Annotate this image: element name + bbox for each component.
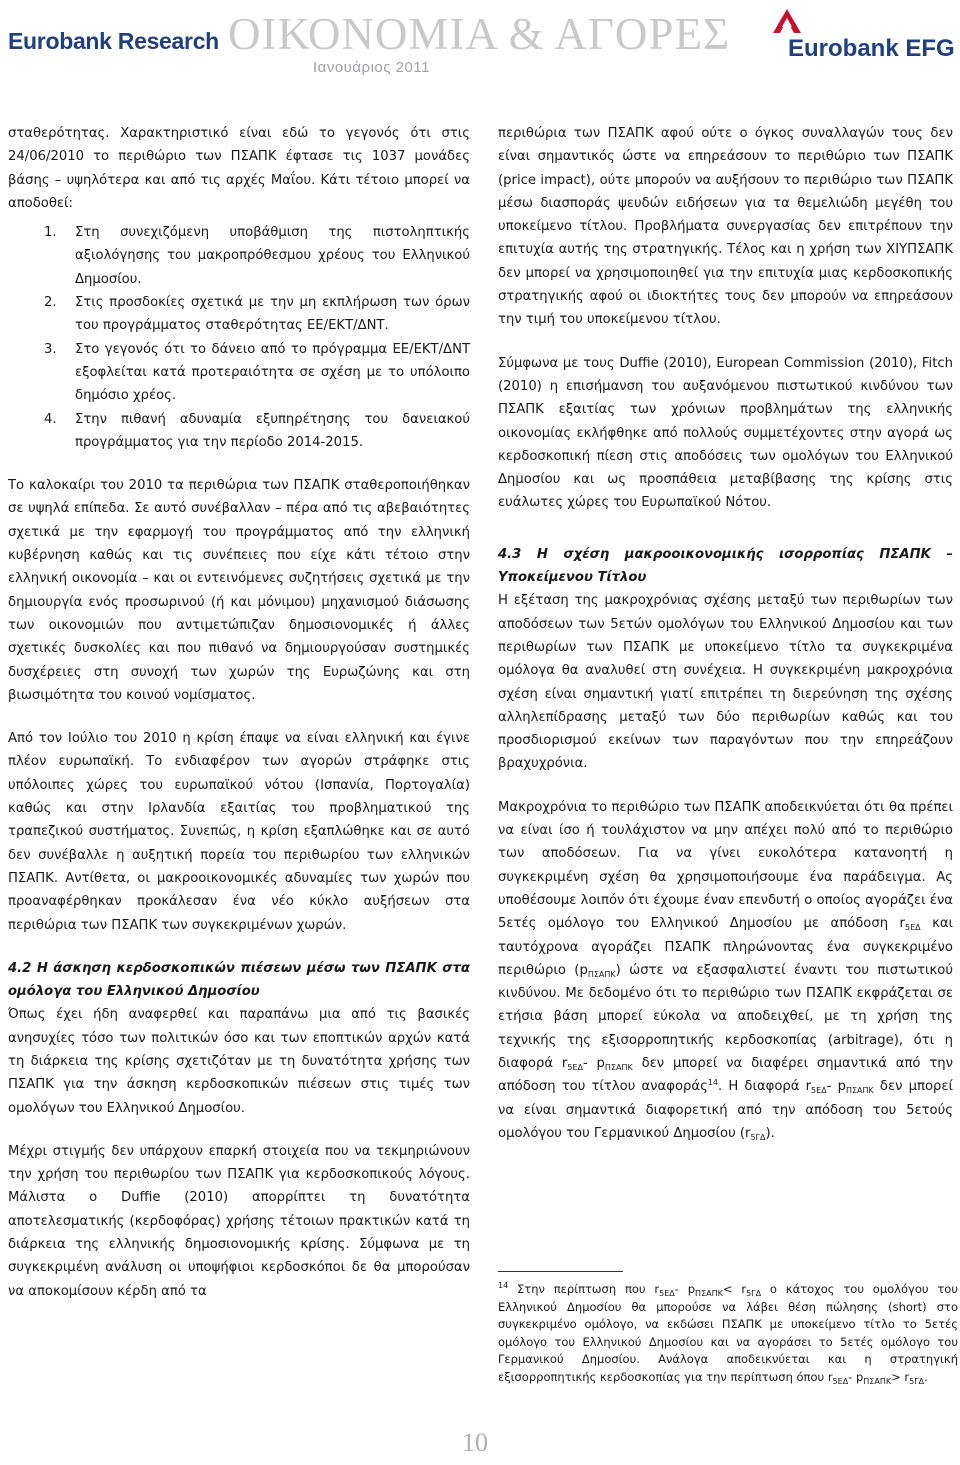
paragraph: σταθερότητας. Χαρακτηριστικό είναι εδώ το γεγονός ότι στις 24/06/2010 το περιθώριο των ΠΣΑΠΚ έφτασε τις 1037 μονάδες βάσης – υψηλότερα και από τις αρχές Μαΐου. Κάτι τέτοιο μπορεί να αποδοθεί: xyxy=(8,126,470,211)
page-header xyxy=(0,0,960,80)
paragraph: περιθώρια των ΠΣΑΠΚ αφού ούτε ο όγκος συναλλαγών τους δεν είναι σημαντικός ώστε να επηρεάσουν το περιθώριο των ΠΣΑΠΚ (price impact), ούτε μπορούν να αυξήσουν το περιθώριο των ΠΣΑΠΚ μέσω διασποράς ψευδών ειδήσεων για τα θεμελιώδη μεγέθη του υποκείμενο τίτλου. Προβλήματα συνεργασίας δεν επιτρέπουν την επιτυχία αυτής της στρατηγικής. Τέλος και η χρήση των ΧΙΥΠΣΑΠΚ δεν μπορεί να χρησιμοποιηθεί για την επιτυχία μιας κερδοσκοπικής στρατηγικής αφού οι ιδιοκτήτες τους δεν μπορούν να επηρεάσουν την τιμή του υποκείμενου τίτλου. xyxy=(498,126,953,328)
paragraph: Η εξέταση της μακροχρόνιας σχέσης μεταξύ των περιθωρίων των αποδόσεων των 5ετών ομολόγων του Ελληνικού Δημοσίου και των περιθωρίων των ΠΣΑΠΚ με υποκείμενο τίτλο τα συγκεκριμένα ομόλογα θα αναλυθεί στη συνέχεια. Η συγκεκριμένη μακροχρόνια σχέση είναι σημαντική γιατί επιτρέπει τη διερεύνηση της σχέσης αλληλεπίδρασης μεταξύ των δύο περιθωρίων καθώς και του προσδιορισμού εκείνων των παραγόντων που την επηρεάζουν βραχυχρόνια. xyxy=(498,593,953,772)
eurobank-research-logo: Eurobank Research xyxy=(8,28,219,54)
publication-title: ΟΙΚΟΝΟΜΙΑ & ΑΓΟΡΕΣ xyxy=(228,9,731,59)
paragraph: Μακροχρόνια το περιθώριο των ΠΣΑΠΚ αποδεικνύεται ότι θα πρέπει να είναι ίσο ή τουλάχιστον να μην απέχει πολύ από το περιθώριο των αποδόσεων. Για να γίνει ευκολότερα κατανοητή η συγκεκριμένη σχέση θα χρησιμοποιήσουμε ένα παράδειγμα. Ας υποθέσουμε λοιπόν ότι έχουμε έναν επενδυτή ο οποίος αγοράζει ένα 5ετές ομόλογο του Ελληνικού Δημοσίου με απόδοση $r_{5E\Delta}$ και ταυτόχρονα αγοράζει ΠΣΑΠΚ πληρώνοντας ένα συγκεκριμένο περιθώριο $(p_{\Pi\Sigma A\Pi K})$ ώστε να εξασφαλιστεί έναντι του πιστωτικού κινδύνου. Με δεδομένο ότι το περιθώριο των ΠΣΑΠΚ εκφράζεται σε ετήσια βάση μπορεί εύκολα να αποδειχθεί, με τη χρήση της τεχνικής της εξισορροπητικής κερδοσκοπίας (arbitrage), ότι η διαφορά $r_{5E\Delta}-$ $p_{\Pi\Sigma A\Pi K}$ δεν μπορεί να διαφέρει σημαντικά από την απόδοση του τίτλου αναφοράς$^{14}$. Η διαφορά $r_{5E\Delta}-$ $p_{\Pi\Sigma A\Pi K}$ δεν μπορεί να είναι σημαντικά διαφορετική από την απόδοση του 5ετούς ομολόγου του Γερμανικού Δημοσίου $(r_{5\Gamma\Delta})$. xyxy=(498,799,954,1142)
efg-wordmark: Eurobank EFG xyxy=(788,35,955,62)
paragraph: Μέχρι στιγμής δεν υπάρχουν επαρκή στοιχεία που να τεκμηριώνουν την χρήση του περιθωρίου των ΠΣΑΠΚ για κερδοσκοπικούς λόγους. Μάλιστα ο Duffie (2010) απορρίπτει τη δυνατότητα αποτελεσματικής (κερδοφόρας) χρήσης τέτοιων πρακτικών κατά τη διάρκεια της ελληνικής δημοσιονομικής κρίσης. Σύμφωνα με τη συγκεκριμένη ανάλυση οι υποψήφιοι κερδοσκόποι δε θα μπορούσαν να αποκομίσουν κέρδη από τα xyxy=(8,1143,470,1299)
footnote-reference[interactable]: 14 xyxy=(707,1078,718,1088)
subscript: 5ΕΔ xyxy=(811,1086,827,1096)
section-heading: 4.2 Η άσκηση κερδοσκοπικών πιέσεων μέσω των ΠΣΑΠΚ στα ομόλογα του Ελληνικού Δημοσίου xyxy=(8,960,470,1000)
paragraph: Όπως έχει ήδη αναφερθεί και παραπάνω μια από τις βασικές ανησυχίες τόσο των πολιτικών όσο και των εποπτικών αρχών κατά τη διάρκεια της κρίσης σχετιζόταν με τη δυνατότητα χρήσης των ΠΣΑΠΚ για την άσκηση κερδοσκοπικών πιέσεων στις τιμές των ομολόγων του Ελληνικού Δημοσίου. xyxy=(8,1007,470,1116)
efg-mark-icon xyxy=(772,8,802,34)
subscript: ΠΣΑΠΚ xyxy=(845,1086,874,1096)
publication-date: Ιανουάριος 2011 xyxy=(313,59,430,76)
footnote-divider xyxy=(498,1271,623,1272)
paragraph: Το καλοκαίρι του 2010 τα περιθώρια των ΠΣΑΠΚ σταθεροποιήθηκαν σε υψηλά επίπεδα. Σε αυτό συνέβαλλαν – πέρα από τις αβεβαιότητες σχετικά με την εφαρμογή του προγράμματος από την ελληνική κυβέρνηση καθώς και τις συνέπειες που είχε κάτι τέτοιο στην ελληνική οικονομία – και οι εντεινόμενες συζητήσεις σχετικά με την δημιουργία ενός προσωρινού (ή και μόνιμου) μηχανισμού διάσωσης των οικονομιών που αντιμετώπιζαν δημοσιονομικές ή άλλες σχετικές δυσκολίες και που πιθανό να δημιουργούσαν συστημικές δυσχέρειες στη συνοχή των χωρών της Ευρωζώνης και στη βιωσιμότητα του κοινού νομίσματος. xyxy=(8,478,470,703)
footnote: $^{14}$ Στην περίπτωση που $r_{5E\Delta}-$ $p_{\Pi\Sigma A\Pi K}< r_{5\Gamma\Delta}$ ο κάτοχος του ομολόγου του Ελληνικού Δημοσίου θα μπορούσε να λάβει θέση πώλησης (short) στο συγκεκριμένο ομόλογο, να εκδώσει ΠΣΑΠΚ με υποκείμενο τίτλο το 5ετές ομόλογο του Ελληνικού Δημοσίου και να αγοράσει το 5ετές ομόλογο του Γερμανικού Δημοσίου. Ανάλογα αποδεικνύεται και η στρατηγική εξισορροπητικής κερδοσκοπίας για την περίπτωση όπου $r_{5E\Delta}-$ $p_{\Pi\Sigma A\Pi K}> r_{5\Gamma\Delta}$. xyxy=(498,1281,958,1386)
reasons-list xyxy=(8,221,470,454)
section-heading: 4.3 Η σχέση μακροοικονομικής ισορροπίας ΠΣΑΠΚ – Υποκείμενου Τίτλου xyxy=(498,546,953,586)
footnote-number: 14 xyxy=(498,1281,509,1290)
subscript: 5ΓΔ xyxy=(750,1132,766,1142)
eurobank-efg-logo xyxy=(748,8,956,72)
page-number: 10 xyxy=(462,1428,488,1457)
subscript: 5ΕΔ xyxy=(904,923,921,933)
list-item: 4. Στην πιθανή αδυναμία εξυπηρέτησης του δανειακού προγράμματος για την περίοδο 2014-2015. xyxy=(44,411,470,450)
paragraph: Σύμφωνα με τους Duffie (2010), European Commission (2010), Fitch (2010) η επισήμανση του αυξανόμενου πιστωτικού κινδύνου των ΠΣΑΠΚ εξαιτίας των χρόνιων προβλημάτων της ελληνικής οικονομίας εκλήφθηκε από πολλούς συμμετέχοντες στην αγορά ως κερδοσκοπική πίεση στις αποδόσεις των ομολόγων του Ελληνικού Δημοσίου και ως προσπάθεια μεταβίβασης της κρίσης στις ευάλωτες χώρες του Ευρωπαϊκού Νότου. xyxy=(498,355,953,511)
subscript: ΠΣΑΠΚ xyxy=(587,969,616,979)
subscript: ΠΣΑΠΚ xyxy=(604,1062,633,1072)
right-column xyxy=(498,122,953,1145)
subscript: 5ΕΔ xyxy=(567,1062,583,1072)
list-item: 1. Στη συνεχιζόμενη υποβάθμιση της πιστοληπτικής αξιολόγησης του μακροπρόθεσμου χρέους του Ελληνικού Δημοσίου. xyxy=(44,225,470,287)
left-column xyxy=(8,122,470,1303)
paragraph: Από τον Ιούλιο του 2010 η κρίση έπαψε να είναι ελληνική και έγινε πλέον ευρωπαϊκή. Το ενδιαφέρον των αγορών στράφηκε στις υπόλοιπες χώρες του ευρωπαϊκού νότου (Ισπανία, Πορτογαλία) καθώς και στην Ιρλανδία εξαιτίας του προβληματικού της τραπεζικού συστήματος. Συνεπώς, η κρίση εξαπλώθηκε και σε αυτό δεν συνέβαλλε η αυξητική πορεία του περιθωρίου των ελληνικών ΠΣΑΠΚ. Αντίθετα, οι μακροοικονομικές αδυναμίες των χωρών που προαναφέρθηκαν προκάλεσαν ένα νέο κύκλο αυξήσεων στα περιθώρια των ΠΣΑΠΚ των συγκεκριμένων χωρών. xyxy=(8,731,470,933)
list-item: 2. Στις προσδοκίες σχετικά με την μη εκπλήρωση των όρων του προγράμματος σταθερότητας ΕΕ/ΕΚΤ/ΔΝΤ. xyxy=(44,295,470,334)
list-item: 3. Στο γεγονός ότι το δάνειο από το πρόγραμμα ΕΕ/ΕΚΤ/ΔΝΤ εξοφλείται κατά προτεραιότητα σε σχέση με το υπόλοιπο δημόσιο χρέος. xyxy=(44,341,470,404)
